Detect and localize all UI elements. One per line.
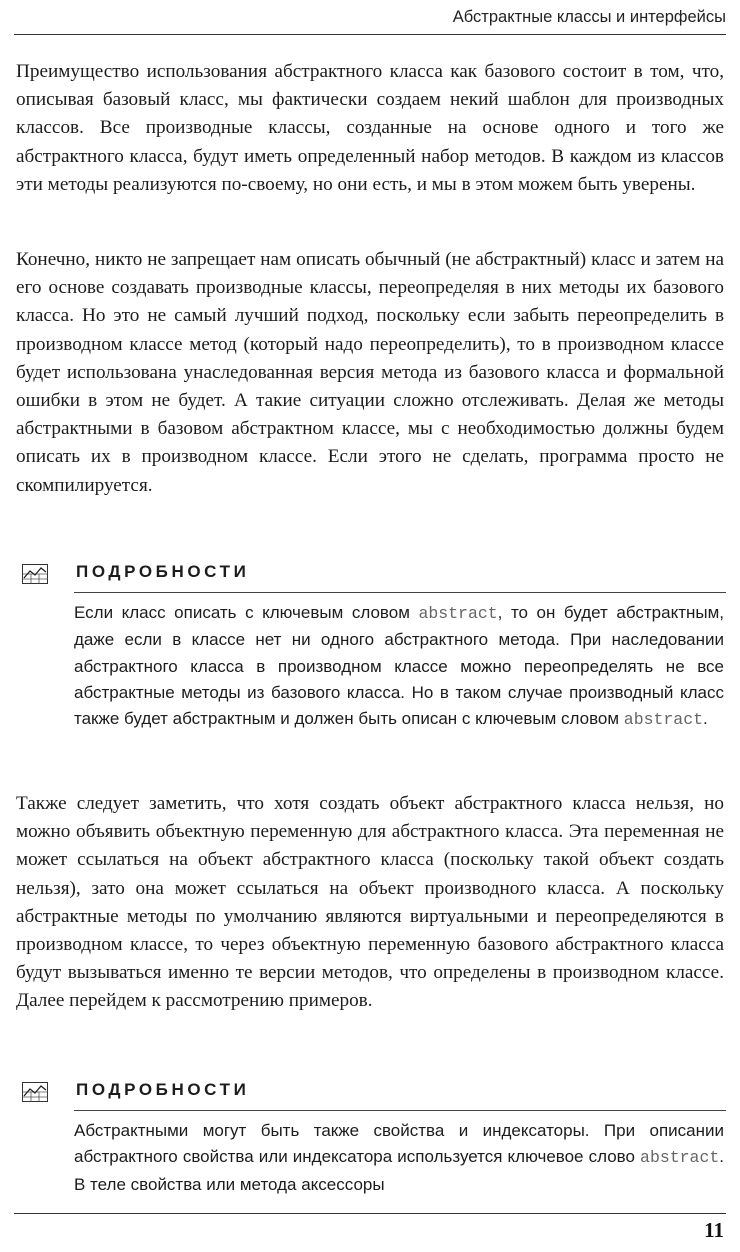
running-title: Абстрактные классы и интерфейсы bbox=[452, 8, 726, 26]
sidebar-title: ПОДРОБНОСТИ bbox=[76, 1080, 250, 1099]
paragraph-1: Преимущество использования абстрактного класса как базового состоит в том, что, описывая базовый класс, мы фактически создаем некий шаблон для производных классов. Все производные классы, созданные на основе одного и того же абстрактного класса, будут иметь определенный набор методов. В каждом из классов эти методы реализуются по-своему, но они есть, и мы в этом можем быть уверены. bbox=[16, 61, 724, 195]
sidebar-heading-2 bbox=[16, 1078, 726, 1108]
code-keyword: abstract bbox=[640, 1148, 720, 1168]
sidebar-text-1: Если класс описать с ключевым словом abstract, то он будет абстрактным, даже если в классе нет ни одного абстрактного метода. При наследовании абстрактного класса в производном классе можно переопределять не все абстрактные методы из базового класса. Но в таком случае производный класс также будет абстрактным и должен быть описан с ключевым словом abstract. bbox=[74, 603, 724, 730]
sidebar-heading-1 bbox=[16, 560, 726, 590]
code-keyword: abstract bbox=[418, 604, 498, 623]
page-number: 11 bbox=[704, 1218, 724, 1242]
paragraph-3: Также следует заметить, что хотя создать объект абстрактного класса нельзя, но можно объявить объектную переменную для абстрактного класса. Эта переменная не может ссылаться на объект абстрактного класса (поскольку такой объект создать нельзя), зато она может ссылаться на объект производного класса. А поскольку абстрактные методы по умолчанию являются виртуальными и переопределяются в производном классе, то через объектную переменную базового абстрактного класса будут вызываться именно те версии методов, что определены в производном классе. Далее перейдем к рассмотрению примеров. bbox=[16, 793, 724, 1012]
paragraph-2: Конечно, никто не запрещает нам описать обычный (не абстрактный) класс и затем на его основе создавать производные классы, переопределяя в них методы их базового класса. Но это не самый лучший подход, поскольку если забыть переопределить в производном классе метод (который надо переопределить), то в производном классе будет использована унаследованная версия метода из базового класса и формальной ошибки в этом не будет. А такие ситуации сложно отслеживать. Делая же методы абстрактными в базовом абстрактном классе, мы с необходимостью должны будем описать их в производном классе. Если этого не сделать, программа просто не скомпилируется. bbox=[16, 249, 724, 496]
sidebar-rule bbox=[74, 1110, 726, 1111]
chart-icon bbox=[22, 1082, 48, 1102]
sidebar-title: ПОДРОБНОСТИ bbox=[76, 562, 250, 581]
sidebar-rule bbox=[74, 592, 726, 593]
header-rule bbox=[14, 34, 726, 35]
code-keyword: abstract bbox=[623, 710, 704, 730]
footer-rule bbox=[14, 1213, 726, 1214]
sidebar-text-2: Абстрактными могут быть также свойства и индексаторы. При описании абстрактного свойства или индексатора используется ключевое слово abstract. В теле свойства или метода аксессоры bbox=[74, 1121, 724, 1194]
chart-icon bbox=[22, 564, 48, 584]
